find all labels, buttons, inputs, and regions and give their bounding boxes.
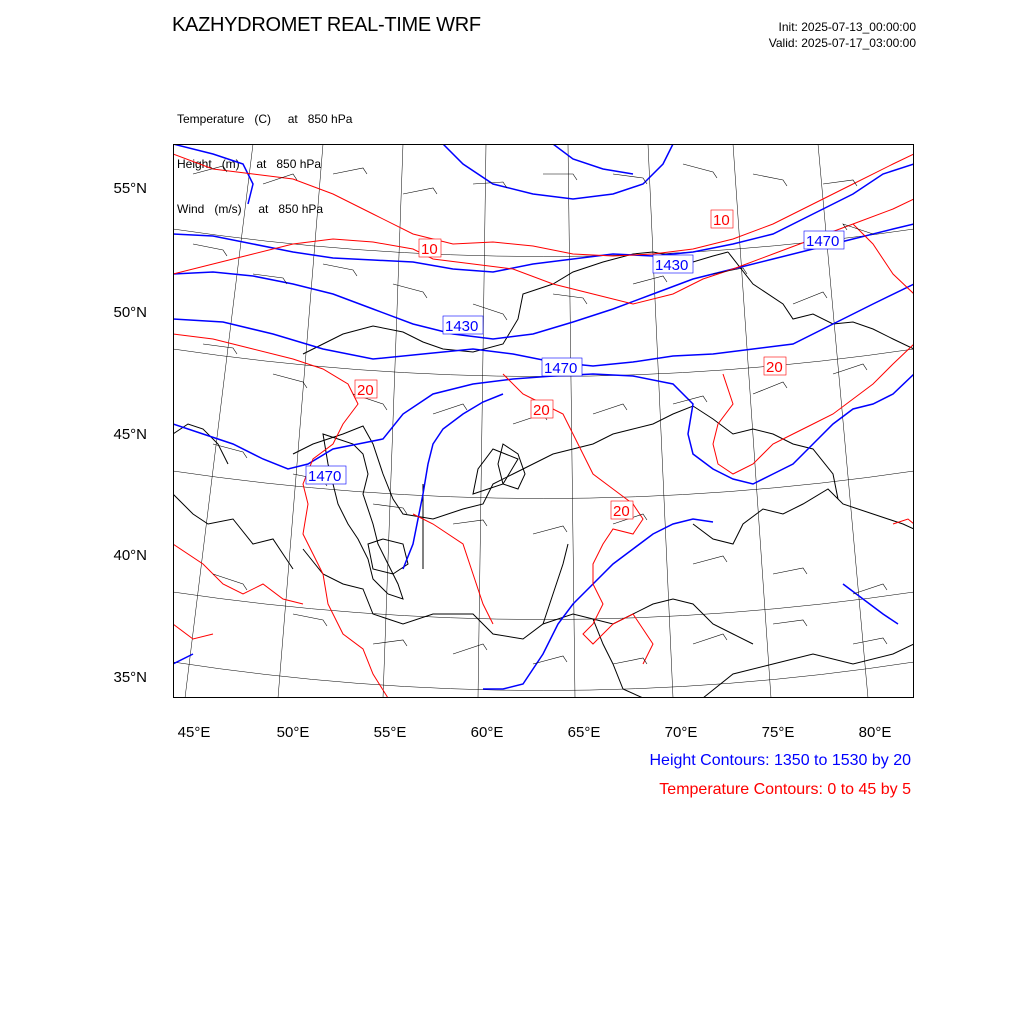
map-frame <box>174 145 914 698</box>
lon-label-55: 55°E <box>373 724 407 741</box>
height-label-1470-ne: 1470 <box>806 233 840 250</box>
field-wind: Wind (m/s) at 850 hPa <box>177 202 324 216</box>
temp-label-20-center: 20 <box>533 402 550 419</box>
temp-label-20-west: 20 <box>357 382 374 399</box>
field-temperature: Temperature (C) at 850 hPa <box>177 112 353 126</box>
temp-label-20-south: 20 <box>613 503 630 520</box>
lon-label-50: 50°E <box>276 724 310 741</box>
country-boundaries <box>173 252 914 698</box>
height-label-1430-east: 1430 <box>655 257 689 274</box>
lon-label-75: 75°E <box>761 724 795 741</box>
map-panel <box>173 144 914 698</box>
temp-label-10-east: 10 <box>713 212 730 229</box>
lat-label-35: 35°N <box>113 669 147 686</box>
height-label-1430-center: 1430 <box>445 318 479 335</box>
valid-time: Valid: 2025-07-17_03:00:00 <box>768 36 916 50</box>
lat-label-45: 45°N <box>113 426 147 443</box>
lat-label-40: 40°N <box>113 547 147 564</box>
map-title: KAZHYDROMET REAL-TIME WRF <box>172 14 481 36</box>
height-label-1470-center: 1470 <box>544 360 578 377</box>
legend-temperature: Temperature Contours: 0 to 45 by 5 <box>659 781 911 798</box>
temp-label-20-east: 20 <box>766 359 783 376</box>
lon-label-45: 45°E <box>177 724 211 741</box>
run-times <box>769 19 916 51</box>
temperature-contours <box>173 154 914 698</box>
lon-label-80: 80°E <box>858 724 892 741</box>
graticule <box>173 144 914 698</box>
lat-label-55: 55°N <box>113 180 147 197</box>
height-label-1470-west: 1470 <box>308 468 342 485</box>
lon-label-60: 60°E <box>470 724 504 741</box>
caspian-coast <box>323 434 525 599</box>
lon-label-65: 65°E <box>567 724 601 741</box>
init-time: Init: 2025-07-13_00:00:00 <box>778 20 916 34</box>
legend-height: Height Contours: 1350 to 1530 by 20 <box>649 752 911 769</box>
lon-label-70: 70°E <box>664 724 698 741</box>
temp-label-10-west: 10 <box>421 241 438 258</box>
map-canvas <box>173 144 914 698</box>
lat-label-50: 50°N <box>113 304 147 321</box>
field-height: Height (m) at 850 hPa <box>177 157 322 171</box>
